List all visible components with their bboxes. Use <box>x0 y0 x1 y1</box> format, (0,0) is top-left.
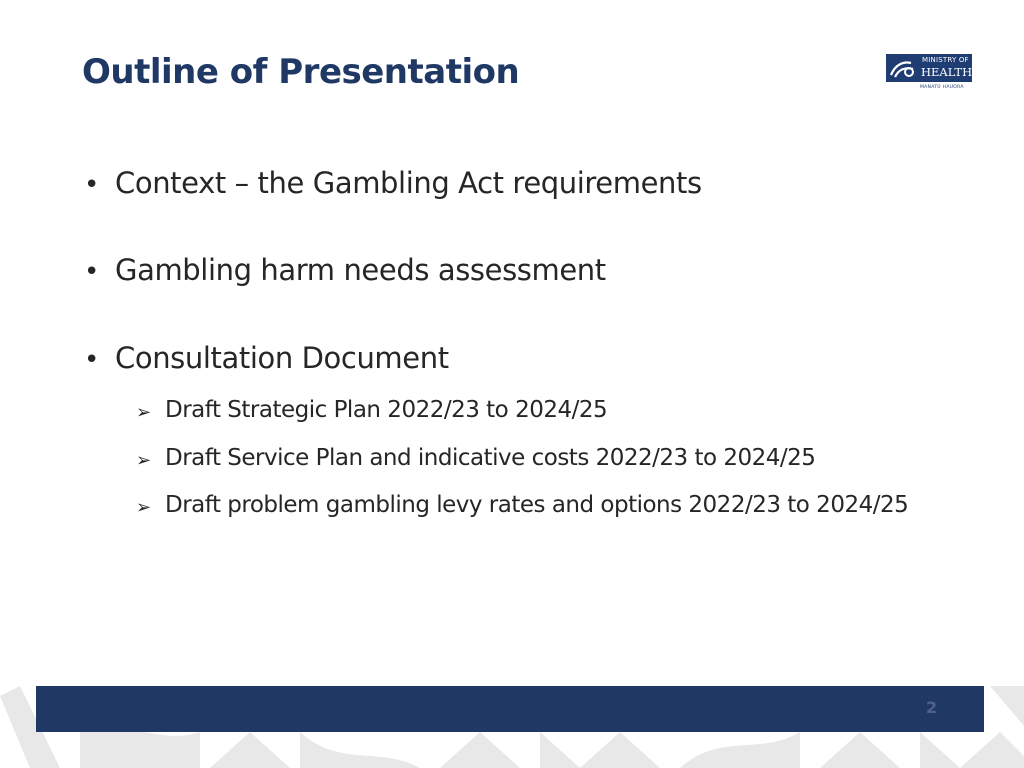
logo-box <box>886 54 972 82</box>
arrow-bullet-icon: ➢ <box>136 402 151 423</box>
bullet-dot-icon: • <box>84 345 99 375</box>
sub-bullet-item <box>136 443 926 474</box>
fern-koru-icon <box>889 57 919 79</box>
page-number: 2 <box>926 698 938 717</box>
slide-title: Outline of Presentation <box>82 52 520 92</box>
bullet-text: Consultation Document <box>115 341 449 375</box>
arrow-bullet-icon: ➢ <box>136 497 151 518</box>
sub-bullet-item <box>136 490 926 521</box>
sub-bullet-text: Draft Strategic Plan 2022/23 to 2024/25 <box>165 397 608 423</box>
bullet-item <box>84 253 944 289</box>
logo-line2: HEALTH <box>921 65 973 79</box>
ministry-of-health-logo <box>886 54 972 92</box>
sub-bullet-text: Draft problem gambling levy rates and options 2022/23 to 2024/25 <box>165 492 909 518</box>
footer-bar <box>36 686 984 732</box>
bullet-item <box>84 166 944 202</box>
logo-subtitle: MANATŪ HAUORA <box>920 85 964 90</box>
bullet-item <box>84 341 944 377</box>
bullet-text: Context – the Gambling Act requirements <box>115 166 702 200</box>
sub-bullet-item <box>136 395 926 426</box>
bullet-text: Gambling harm needs assessment <box>115 253 606 287</box>
logo-line1: MINISTRY OF <box>922 56 969 64</box>
bullet-dot-icon: • <box>84 170 99 200</box>
bullet-dot-icon: • <box>84 257 99 287</box>
sub-bullet-text: Draft Service Plan and indicative costs 2022/23 to 2024/25 <box>165 445 816 471</box>
arrow-bullet-icon: ➢ <box>136 450 151 471</box>
